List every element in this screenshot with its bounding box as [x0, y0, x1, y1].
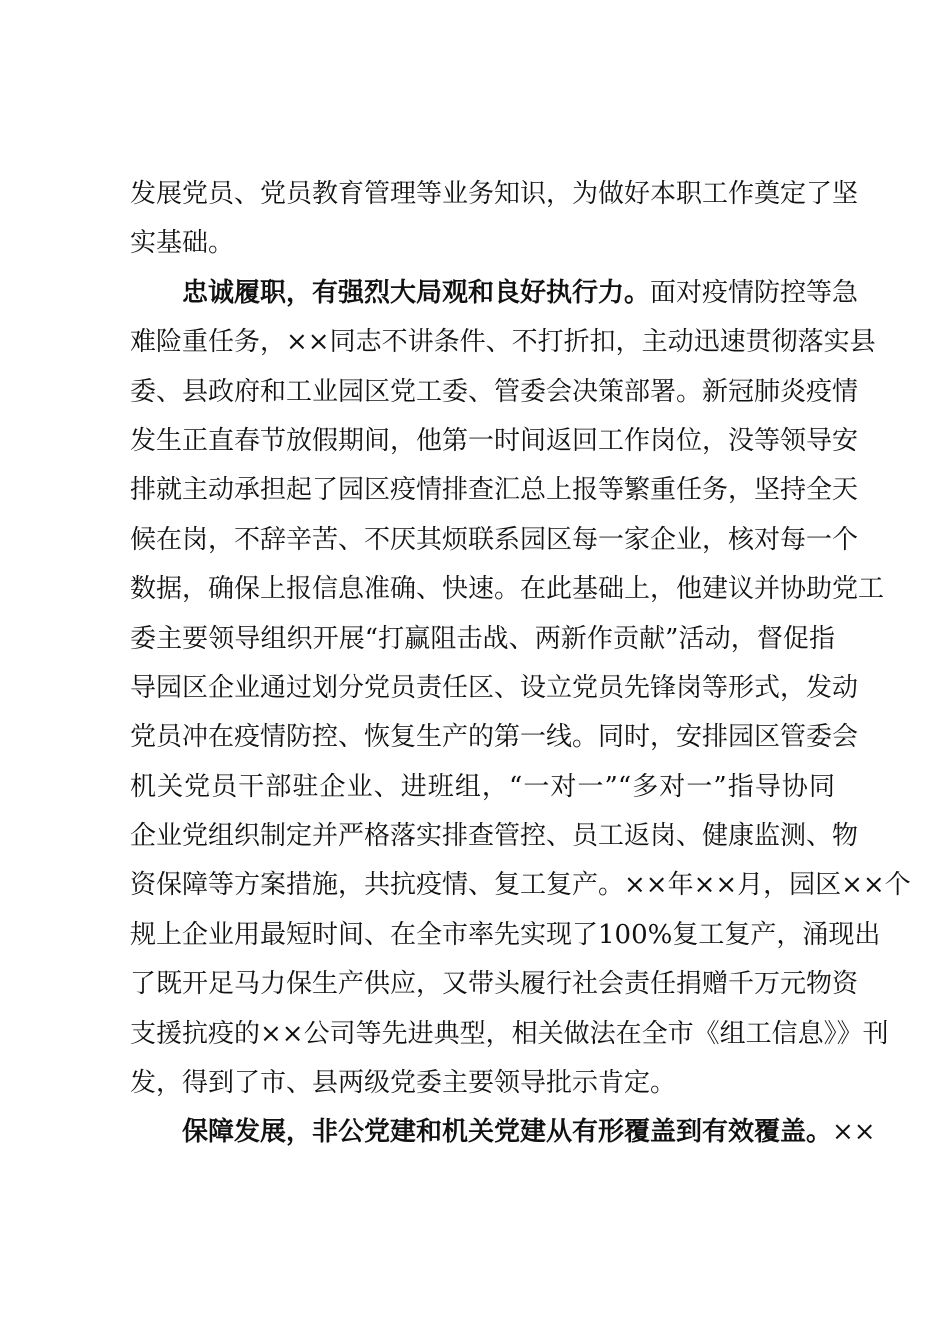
line-text: 数据，确保上报信息准确、快速。在此基础上，他建议并协助党工 — [130, 574, 885, 605]
line-text: 资保障等方案措施，共抗疫情、复工复产。××年××月，园区××个 — [130, 870, 911, 901]
line-text: 排就主动承担起了园区疫情排查汇总上报等繁重任务，坚持全天 — [130, 475, 859, 506]
line-text: 面对疫情防控等急 — [650, 277, 859, 308]
text-line — [130, 466, 859, 515]
text-line — [130, 763, 835, 812]
body-text — [130, 170, 911, 1158]
text-line — [130, 861, 911, 910]
text-line — [130, 1059, 835, 1108]
text-line — [130, 615, 835, 664]
line-text: 了既开足马力保生产供应，又带头履行社会责任捐赠千万元物资 — [130, 969, 859, 1000]
line-text: 委、县政府和工业园区党工委、管委会决策部署。新冠肺炎疫情 — [130, 376, 859, 407]
line-text: 企业党组织制定并严格落实排查管控、员工返岗、健康监测、物 — [130, 821, 859, 852]
line-text: 发，得到了市、县两级党委主要领导批示肯定。 — [130, 1068, 677, 1099]
line-text: 难险重任务，××同志不讲条件、不打折扣，主动迅速贯彻落实县 — [130, 327, 876, 358]
line-text: 委主要领导组织开展“打赢阻击战、两新作贡献”活动，督促指 — [130, 623, 835, 654]
line-text: 机关党员干部驻企业、进班组，“一对一”“多对一”指导协同 — [130, 771, 835, 802]
text-line — [130, 417, 859, 466]
line-text: 候在岗，不辞辛苦、不厌其烦联系园区每一家企业，核对每一个 — [130, 524, 859, 555]
paragraph-lead-heading: 保障发展，非公党建和机关党建从有形覆盖到有效覆盖。 — [182, 1117, 833, 1148]
line-text: 党员冲在疫情防控、恢复生产的第一线。同时，安排园区管委会 — [130, 722, 859, 753]
line-text: 支援抗疫的××公司等先进典型，相关做法在全市《组工信息》》刊 — [130, 1018, 889, 1049]
paragraph — [130, 1108, 876, 1157]
text-line — [130, 960, 859, 1009]
text-line — [130, 911, 881, 960]
text-line — [130, 368, 859, 417]
line-text: 导园区企业通过划分党员责任区、设立党员先锋岗等形式，发动 — [130, 672, 859, 703]
text-line — [130, 1010, 889, 1059]
text-line — [130, 565, 885, 614]
line-text: 发展党员、党员教育管理等业务知识，为做好本职工作奠定了坚 — [130, 179, 859, 209]
text-line — [130, 1108, 876, 1157]
line-text: 规上企业用最短时间、在全市率先实现了100%复工复产，涌现出 — [130, 919, 881, 950]
text-line — [130, 318, 876, 367]
paragraph-lead-heading: 忠诚履职，有强烈大局观和良好执行力。 — [182, 277, 651, 308]
text-line — [130, 713, 859, 762]
text-line — [130, 516, 859, 565]
text-line — [130, 219, 835, 268]
text-line — [130, 664, 859, 713]
text-line — [130, 269, 859, 318]
line-text: ×× — [832, 1117, 876, 1148]
paragraph — [130, 170, 859, 269]
text-line — [130, 812, 859, 861]
paragraph — [130, 269, 911, 1109]
line-text: 发生正直春节放假期间，他第一时间返回工作岗位，没等领导安 — [130, 425, 859, 456]
line-text: 实基础。 — [130, 228, 235, 259]
text-line — [130, 170, 859, 219]
